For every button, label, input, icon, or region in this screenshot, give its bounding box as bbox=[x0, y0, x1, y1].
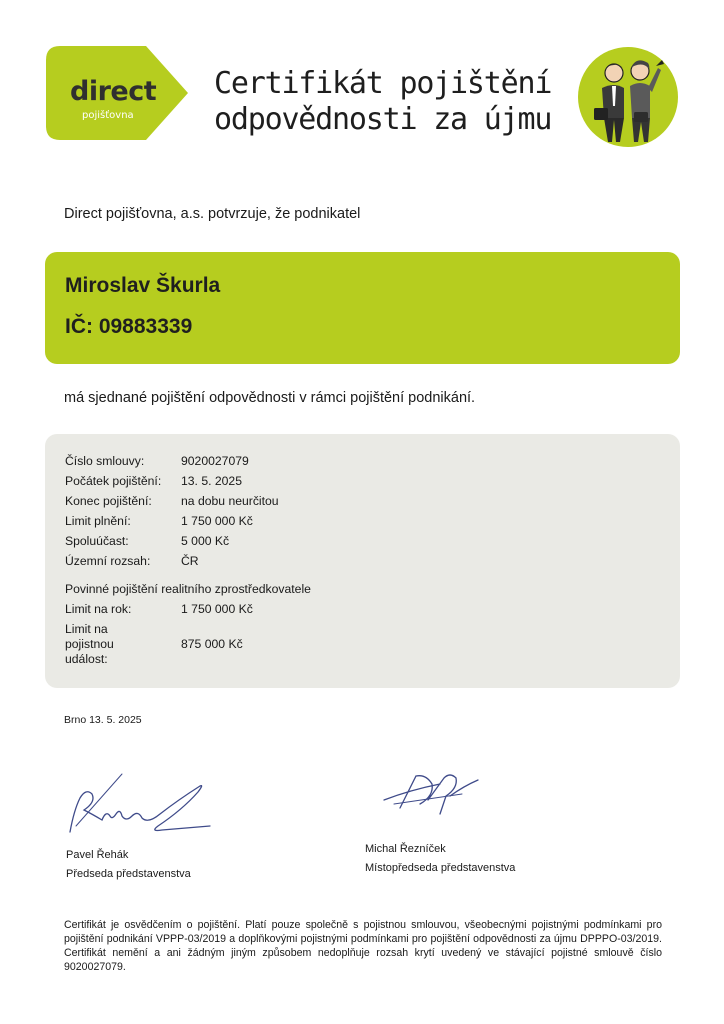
statement-text: má sjednané pojištění odpovědnosti v rámci pojištění podnikání. bbox=[64, 390, 476, 406]
signer-1 bbox=[66, 846, 191, 884]
detail-label: Územní rozsah: bbox=[65, 554, 151, 568]
direct-logo bbox=[46, 46, 188, 140]
details-box bbox=[45, 434, 680, 688]
logo-brand: direct bbox=[70, 76, 157, 107]
page-title bbox=[214, 66, 551, 138]
mascot-people-icon bbox=[578, 46, 678, 148]
detail-label: Číslo smlouvy: bbox=[65, 454, 145, 468]
detail-label: Limit na rok: bbox=[65, 602, 132, 616]
insured-name: Miroslav Škurla bbox=[65, 274, 221, 297]
signer-2-name: Michal Řezníček bbox=[365, 843, 446, 855]
detail-value: 5 000 Kč bbox=[181, 534, 230, 548]
place-date: Brno 13. 5. 2025 bbox=[64, 714, 142, 726]
intro-text: Direct pojišťovna, a.s. potvrzuje, že podnikatel bbox=[64, 206, 361, 222]
detail-value: 9020027079 bbox=[181, 454, 249, 468]
insured-box bbox=[45, 252, 680, 364]
detail-label: Limit na pojistnou událost: bbox=[65, 622, 114, 666]
signer-2-role: Místopředseda představenstva bbox=[365, 862, 516, 874]
title-line-1: Certifikát pojištění bbox=[214, 66, 552, 101]
detail-value: 1 750 000 Kč bbox=[181, 602, 253, 616]
signer-1-role: Předseda představenstva bbox=[66, 868, 191, 880]
signer-1-name: Pavel Řehák bbox=[66, 849, 129, 861]
detail-label: Limit plnění: bbox=[65, 514, 131, 528]
detail-value: ČR bbox=[181, 554, 199, 568]
section-label: Povinné pojištění realitního zprostředkovatele bbox=[65, 582, 311, 596]
logo-subtitle: pojišťovna bbox=[82, 110, 134, 121]
detail-value: 13. 5. 2025 bbox=[181, 474, 242, 488]
signature-2-icon bbox=[380, 770, 490, 820]
detail-label: Spoluúčast: bbox=[65, 534, 129, 548]
detail-value: 875 000 Kč bbox=[181, 637, 243, 651]
detail-value: na dobu neurčitou bbox=[181, 494, 279, 508]
signer-2 bbox=[365, 840, 515, 878]
detail-value: 1 750 000 Kč bbox=[181, 514, 253, 528]
title-line-2: odpovědnosti za újmu bbox=[214, 102, 552, 137]
detail-label: Počátek pojištění: bbox=[65, 474, 162, 488]
detail-label: Konec pojištění: bbox=[65, 494, 152, 508]
footer-disclaimer: Certifikát je osvědčením o pojištění. Platí pouze společně s pojistnou smlouvou, všeobecnými pojistnými podmínkami pro pojištění podnikání VPPP-03/2019 a doplňkovými pojistnými podmínkami pro pojištění odpovědnosti za újmu DPPPO-03/2019. Certifikát nemění a ani žádným jiným způsobem nedoplňuje rozsah krytí uvedený ve stávající pojistné smlouvě číslo 9020027079. bbox=[64, 919, 662, 973]
detail-row bbox=[65, 622, 325, 667]
signature-1-icon bbox=[62, 770, 212, 840]
insured-ico: IČ: 09883339 bbox=[65, 315, 193, 338]
